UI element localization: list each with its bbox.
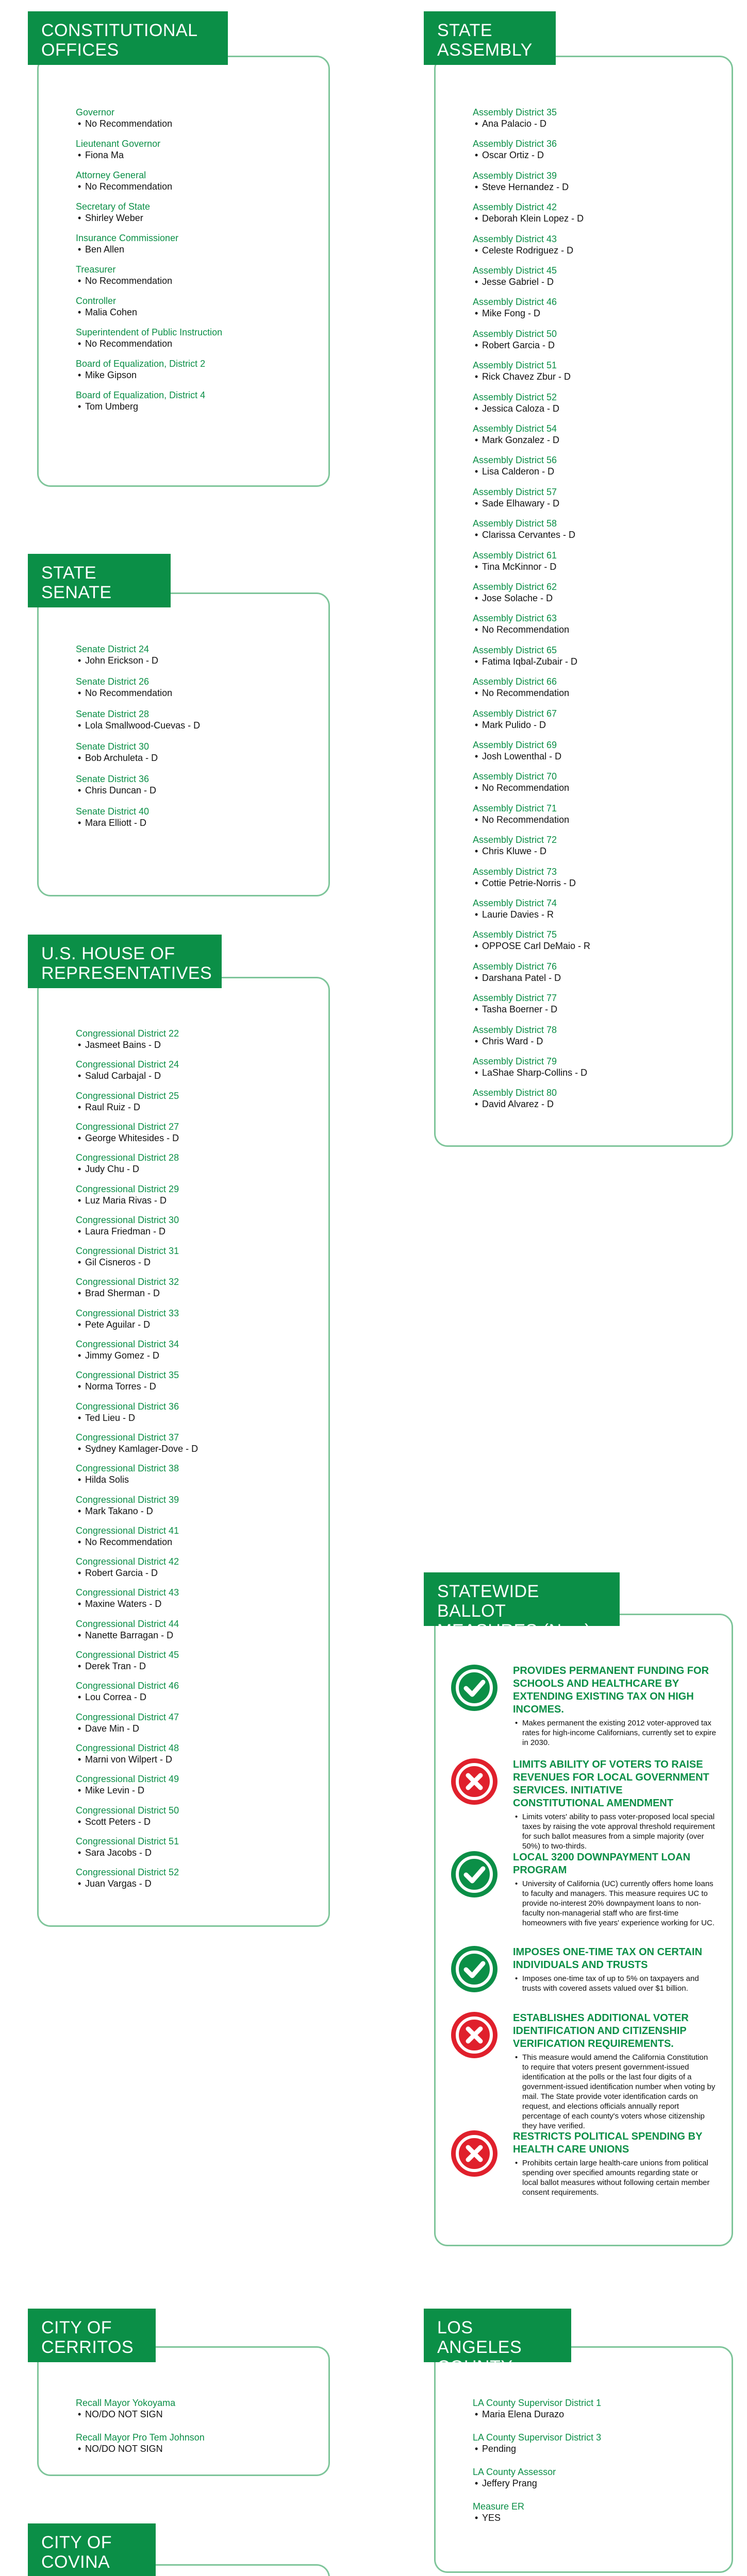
item-label: Assembly District 74 xyxy=(473,898,557,908)
list-item xyxy=(76,201,318,224)
item-value: • Tina McKinnor - D xyxy=(473,561,721,572)
state-senate-card xyxy=(37,592,330,896)
item-label: Assembly District 77 xyxy=(473,993,557,1004)
item-label: Assembly District 76 xyxy=(473,961,557,972)
item-value: • No Recommendation xyxy=(76,275,318,286)
list-item xyxy=(473,676,721,699)
item-value: • NO/DO NOT SIGN xyxy=(76,2443,318,2454)
list-item xyxy=(473,739,721,762)
item-label: LA County Assessor xyxy=(473,2467,556,2477)
item-value: • Tom Umberg xyxy=(76,401,318,412)
ballot-measure-text xyxy=(513,1758,716,1851)
item-label: Senate District 40 xyxy=(76,806,150,817)
item-value: • Sade Elhawary - D xyxy=(473,498,721,509)
item-label: Congressional District 48 xyxy=(76,1742,179,1753)
item-label: Attorney General xyxy=(76,170,146,180)
item-value: • Robert Garcia - D xyxy=(473,340,721,351)
item-label: LA County Supervisor District 1 xyxy=(473,2398,602,2408)
x-icon xyxy=(451,1758,497,1805)
ballot-measure-title: LOCAL 3200 DOWNPAYMENT LOAN PROGRAM xyxy=(513,1852,691,1876)
item-value: • Jeffery Prang xyxy=(473,2478,721,2489)
constitutional-offices-card xyxy=(37,56,330,487)
item-value: • Dave Min - D xyxy=(76,1723,318,1734)
item-value: • Juan Vargas - D xyxy=(76,1878,318,1889)
la-county-card xyxy=(434,2346,733,2573)
item-label: LA County Supervisor District 3 xyxy=(473,2432,602,2443)
ballot-measure-title: ESTABLISHES ADDITIONAL VOTER IDENTIFICATION AND CITIZENSHIP VERIFICATION REQUIREMENTS. xyxy=(513,2012,689,2049)
list-item xyxy=(76,1059,318,1081)
item-value: • Marni von Wilpert - D xyxy=(76,1754,318,1765)
la-county-title: LOS ANGELES COUNTY xyxy=(424,2309,571,2362)
item-value: • Derek Tran - D xyxy=(76,1660,318,1672)
list-item xyxy=(76,1183,318,1206)
item-label: Measure ER xyxy=(473,2501,525,2512)
list-item xyxy=(473,834,721,857)
item-label: Congressional District 51 xyxy=(76,1836,179,1846)
item-value: • Mike Gipson xyxy=(76,369,318,381)
us-house-card xyxy=(37,977,330,1927)
item-value: • Maria Elena Durazo xyxy=(473,2409,721,2420)
item-label: Senate District 26 xyxy=(76,676,150,687)
item-label: Congressional District 39 xyxy=(76,1494,179,1505)
item-label: Congressional District 30 xyxy=(76,1214,179,1225)
ballot-measure-item xyxy=(451,2012,716,2130)
list-item xyxy=(76,1245,318,1268)
item-value: • Jimmy Gomez - D xyxy=(76,1350,318,1361)
us-house-title: U.S. HOUSE OF REPRESENTATIVES xyxy=(28,935,222,988)
list-item xyxy=(473,360,721,382)
item-label: Senate District 24 xyxy=(76,644,150,654)
list-item xyxy=(76,2432,318,2454)
list-item xyxy=(473,328,721,351)
item-label: Assembly District 67 xyxy=(473,708,557,719)
item-value: • LaShae Sharp-Collins - D xyxy=(473,1067,721,1078)
ballot-measure-title: PROVIDES PERMANENT FUNDING FOR SCHOOLS AND HEALTHCARE BY EXTENDING EXISTING TAX ON HIGH INCOMES. xyxy=(513,1665,709,1715)
item-label: Senate District 36 xyxy=(76,774,150,784)
item-value: • Darshana Patel - D xyxy=(473,972,721,984)
item-label: Congressional District 50 xyxy=(76,1805,179,1816)
item-value: • Lou Correa - D xyxy=(76,1691,318,1703)
list-item xyxy=(473,2432,721,2454)
list-item xyxy=(76,1742,318,1765)
item-label: Assembly District 70 xyxy=(473,771,557,782)
list-item xyxy=(76,1369,318,1392)
item-value: • Oscar Ortiz - D xyxy=(473,149,721,161)
list-item xyxy=(76,232,318,255)
list-item xyxy=(76,1401,318,1423)
item-label: Assembly District 65 xyxy=(473,645,557,655)
item-value: • NO/DO NOT SIGN xyxy=(76,2409,318,2420)
item-label: Congressional District 38 xyxy=(76,1463,179,1474)
item-value: • YES xyxy=(473,2512,721,2523)
ballot-measure-title: LIMITS ABILITY OF VOTERS TO RAISE REVENUES FOR LOCAL GOVERNMENT SERVICES. INITIATIVE CONSTITUTIONAL AMENDMENT xyxy=(513,1759,709,1809)
item-value: • Celeste Rodriguez - D xyxy=(473,245,721,256)
item-value: • Norma Torres - D xyxy=(76,1381,318,1392)
item-label: Congressional District 49 xyxy=(76,1774,179,1785)
covina-title: CITY OF COVINA xyxy=(28,2523,156,2576)
ballot-measure-text xyxy=(513,2130,716,2197)
ballot-measure-item xyxy=(451,1665,716,1747)
list-item xyxy=(76,1649,318,1672)
item-label: Congressional District 35 xyxy=(76,1370,179,1381)
list-item xyxy=(76,806,318,828)
list-item xyxy=(76,1525,318,1548)
item-value: • Brad Sherman - D xyxy=(76,1287,318,1299)
item-value: • OPPOSE Carl DeMaio - R xyxy=(473,940,721,952)
item-label: Board of Equalization, District 4 xyxy=(76,390,206,400)
list-item xyxy=(473,107,721,129)
list-item xyxy=(76,1028,318,1050)
check-icon xyxy=(451,1946,497,1992)
list-item xyxy=(76,1867,318,1889)
list-item xyxy=(473,992,721,1015)
constitutional-offices-title: CONSTITUTIONAL OFFICES xyxy=(28,11,228,65)
item-label: Assembly District 50 xyxy=(473,328,557,339)
item-value: • Hilda Solis xyxy=(76,1474,318,1485)
item-value: • Bob Archuleta - D xyxy=(76,752,318,764)
item-value: • Mark Takano - D xyxy=(76,1505,318,1517)
list-item xyxy=(76,2397,318,2420)
ballot-measure-item xyxy=(451,1758,716,1851)
item-label: Controller xyxy=(76,296,117,306)
item-label: Congressional District 29 xyxy=(76,1183,179,1194)
list-item xyxy=(473,1024,721,1047)
item-value: • Mike Fong - D xyxy=(473,308,721,319)
item-value: • Deborah Klein Lopez - D xyxy=(473,213,721,224)
item-value: • Tasha Boerner - D xyxy=(473,1004,721,1015)
item-label: Assembly District 61 xyxy=(473,550,557,561)
item-label: Congressional District 34 xyxy=(76,1339,179,1349)
ballot-measure-text xyxy=(513,2012,716,2131)
item-value: • No Recommendation xyxy=(76,687,318,699)
ballot-measure-description: • This measure would amend the California Constitution to require that voters present government-issued identification at the polls or the last four digits of a government-issued identification number when voting by mail. The State provide voter identification cards on request, and elections officials annually report percentage of each county's voters whose citizenship they have verified. xyxy=(513,2053,716,2131)
item-label: Congressional District 28 xyxy=(76,1153,179,1163)
item-value: • Mark Pulido - D xyxy=(473,719,721,731)
item-value: • No Recommendation xyxy=(473,782,721,793)
item-label: Assembly District 57 xyxy=(473,486,557,497)
item-label: Assembly District 75 xyxy=(473,929,557,940)
ballot-measure-item xyxy=(451,2130,716,2213)
item-label: Congressional District 44 xyxy=(76,1618,179,1629)
item-value: • Mara Elliott - D xyxy=(76,817,318,828)
list-item xyxy=(473,708,721,731)
item-label: Assembly District 72 xyxy=(473,835,557,845)
item-value: • Luz Maria Rivas - D xyxy=(76,1195,318,1206)
item-value: • Scott Peters - D xyxy=(76,1816,318,1827)
item-label: Assembly District 39 xyxy=(473,170,557,181)
list-item xyxy=(76,170,318,192)
item-value: • Jasmeet Bains - D xyxy=(76,1039,318,1050)
list-item xyxy=(76,389,318,412)
item-label: Congressional District 46 xyxy=(76,1681,179,1691)
list-item xyxy=(473,2397,721,2420)
item-label: Assembly District 56 xyxy=(473,455,557,466)
list-item xyxy=(473,296,721,319)
list-item xyxy=(473,392,721,414)
item-value: • Fiona Ma xyxy=(76,149,318,161)
list-item xyxy=(76,1618,318,1641)
item-label: Assembly District 62 xyxy=(473,582,557,592)
item-label: Assembly District 52 xyxy=(473,392,557,402)
list-item xyxy=(473,423,721,446)
list-item xyxy=(76,1805,318,1827)
item-value: • Maxine Waters - D xyxy=(76,1598,318,1609)
item-label: Recall Mayor Pro Tem Johnson xyxy=(76,2432,205,2443)
item-value: • Salud Carbajal - D xyxy=(76,1070,318,1081)
list-item xyxy=(76,1463,318,1485)
item-label: Treasurer xyxy=(76,264,116,275)
item-value: • Rick Chavez Zbur - D xyxy=(473,371,721,382)
x-icon xyxy=(451,2012,497,2058)
ballot-measure-description: • Imposes one-time tax of up to 5% on taxpayers and trusts with covered assets valued over $1 billion. xyxy=(513,1974,716,1993)
list-item xyxy=(473,550,721,572)
list-item xyxy=(76,1152,318,1175)
item-value: • Lisa Calderon - D xyxy=(473,466,721,477)
list-item xyxy=(473,581,721,604)
item-label: Assembly District 45 xyxy=(473,265,557,276)
list-item xyxy=(473,201,721,224)
list-item xyxy=(76,1432,318,1454)
state-assembly-title: STATE ASSEMBLY xyxy=(424,11,556,65)
list-item xyxy=(473,897,721,920)
item-label: Governor xyxy=(76,107,115,117)
item-label: Congressional District 41 xyxy=(76,1525,179,1536)
item-value: • No Recommendation xyxy=(473,624,721,635)
item-value: • Jesse Gabriel - D xyxy=(473,276,721,287)
item-label: Congressional District 42 xyxy=(76,1556,179,1567)
list-item xyxy=(76,1556,318,1579)
list-item xyxy=(76,741,318,764)
list-item xyxy=(76,1338,318,1361)
item-value: • No Recommendation xyxy=(473,814,721,825)
item-value: • Cottie Petrie-Norris - D xyxy=(473,877,721,889)
list-item xyxy=(76,358,318,381)
item-label: Assembly District 69 xyxy=(473,740,557,750)
state-senate-title: STATE SENATE xyxy=(28,554,171,607)
item-value: • Gil Cisneros - D xyxy=(76,1257,318,1268)
ballot-measure-description: • Limits voters' ability to pass voter-proposed local special taxes by raising the vote approval threshold requirement for such ballot measures from a simple majority (over 50%) to two-thirds. xyxy=(513,1812,716,1851)
item-label: Assembly District 51 xyxy=(473,360,557,371)
item-label: Senate District 30 xyxy=(76,741,150,752)
item-value: • Ted Lieu - D xyxy=(76,1412,318,1423)
item-label: Assembly District 58 xyxy=(473,518,557,529)
item-label: Assembly District 80 xyxy=(473,1088,557,1098)
list-item xyxy=(76,327,318,349)
list-item xyxy=(473,771,721,793)
item-value: • Malia Cohen xyxy=(76,307,318,318)
item-value: • Pete Aguilar - D xyxy=(76,1319,318,1330)
list-item xyxy=(76,138,318,161)
item-label: Senate District 28 xyxy=(76,709,150,719)
item-value: • John Erickson - D xyxy=(76,655,318,666)
item-value: • No Recommendation xyxy=(76,338,318,349)
list-item xyxy=(473,645,721,667)
list-item xyxy=(76,1494,318,1517)
item-value: • Clarissa Cervantes - D xyxy=(473,529,721,540)
item-value: • Mike Levin - D xyxy=(76,1785,318,1796)
list-item xyxy=(76,1836,318,1858)
item-value: • No Recommendation xyxy=(76,1536,318,1548)
item-value: • Judy Chu - D xyxy=(76,1163,318,1175)
item-label: Assembly District 66 xyxy=(473,676,557,687)
ballot-measure-item xyxy=(451,1851,716,1934)
list-item xyxy=(473,138,721,161)
item-label: Congressional District 37 xyxy=(76,1432,179,1443)
item-value: • Raul Ruiz - D xyxy=(76,1101,318,1113)
list-item xyxy=(76,643,318,666)
list-item xyxy=(76,107,318,129)
item-value: • Josh Lowenthal - D xyxy=(473,751,721,762)
item-label: Congressional District 36 xyxy=(76,1401,179,1412)
list-item xyxy=(473,961,721,984)
item-value: • Laurie Davies - R xyxy=(473,909,721,920)
item-value: • Jose Solache - D xyxy=(473,592,721,604)
list-item xyxy=(473,2501,721,2523)
list-item xyxy=(76,1121,318,1144)
ballot-measure-title: RESTRICTS POLITICAL SPENDING BY HEALTH CARE UNIONS xyxy=(513,2131,703,2155)
list-item xyxy=(473,454,721,477)
list-item xyxy=(473,518,721,540)
item-value: • George Whitesides - D xyxy=(76,1132,318,1144)
item-value: • Pending xyxy=(473,2443,721,2454)
item-label: Assembly District 35 xyxy=(473,107,557,117)
item-label: Assembly District 73 xyxy=(473,866,557,877)
item-value: • Robert Garcia - D xyxy=(76,1567,318,1579)
item-label: Board of Equalization, District 2 xyxy=(76,359,206,369)
ballot-measure-description: • Makes permanent the existing 2012 voter-approved tax rates for high-income Californians, currently set to expire in 2030. xyxy=(513,1718,716,1748)
list-item xyxy=(473,170,721,193)
list-item xyxy=(76,676,318,699)
list-item xyxy=(76,1276,318,1299)
cerritos-card xyxy=(37,2346,330,2476)
item-value: • Sara Jacobs - D xyxy=(76,1847,318,1858)
x-icon xyxy=(451,2130,497,2177)
item-label: Superintendent of Public Instruction xyxy=(76,327,223,337)
ballot-measure-text xyxy=(513,1665,716,1748)
item-value: • Nanette Barragan - D xyxy=(76,1630,318,1641)
item-label: Recall Mayor Yokoyama xyxy=(76,2398,176,2408)
item-value: • Ben Allen xyxy=(76,244,318,255)
ballot-measure-text xyxy=(513,1946,716,1993)
item-label: Congressional District 43 xyxy=(76,1587,179,1598)
ballot-measures-card xyxy=(434,1614,733,2246)
item-label: Congressional District 24 xyxy=(76,1059,179,1070)
list-item xyxy=(473,1056,721,1078)
item-label: Assembly District 71 xyxy=(473,803,557,814)
item-label: Congressional District 32 xyxy=(76,1277,179,1287)
item-value: • Mark Gonzalez - D xyxy=(473,434,721,446)
item-label: Congressional District 52 xyxy=(76,1867,179,1878)
item-value: • Chris Duncan - D xyxy=(76,785,318,796)
list-item xyxy=(76,1773,318,1796)
list-item xyxy=(473,613,721,635)
cerritos-title: CITY OF CERRITOS xyxy=(28,2309,156,2362)
list-item xyxy=(76,1090,318,1113)
list-item xyxy=(473,233,721,256)
item-label: Congressional District 25 xyxy=(76,1090,179,1101)
list-item xyxy=(473,866,721,889)
list-item xyxy=(76,295,318,318)
item-value: • Fatima Iqbal-Zubair - D xyxy=(473,656,721,667)
item-label: Assembly District 54 xyxy=(473,423,557,434)
list-item xyxy=(76,1680,318,1703)
list-item xyxy=(76,1711,318,1734)
item-value: • Chris Ward - D xyxy=(473,1036,721,1047)
list-item xyxy=(76,1308,318,1330)
check-icon xyxy=(451,1851,497,1897)
list-item xyxy=(76,773,318,796)
item-value: • Ana Palacio - D xyxy=(473,118,721,129)
item-value: • No Recommendation xyxy=(473,687,721,699)
item-label: Assembly District 42 xyxy=(473,202,557,213)
list-item xyxy=(76,264,318,286)
item-label: Insurance Commissioner xyxy=(76,233,179,243)
state-assembly-card xyxy=(434,56,733,1147)
item-label: Congressional District 22 xyxy=(76,1028,179,1039)
item-value: • No Recommendation xyxy=(76,118,318,129)
list-item xyxy=(473,2466,721,2489)
item-value: • No Recommendation xyxy=(76,181,318,192)
list-item xyxy=(473,803,721,825)
list-item xyxy=(473,1087,721,1110)
item-label: Assembly District 79 xyxy=(473,1056,557,1066)
check-icon xyxy=(451,1665,497,1711)
ballot-measure-description: • University of California (UC) currently offers home loans to faculty and managers. This measure requires UC to provide no-interest 20% downpayment loans to non-faculty non-managerial staff who are first-time homeowners with five years' experience working for UC. xyxy=(513,1879,716,1928)
item-label: Congressional District 47 xyxy=(76,1711,179,1722)
item-label: Congressional District 27 xyxy=(76,1121,179,1132)
item-value: • Lola Smallwood-Cuevas - D xyxy=(76,720,318,731)
item-label: Congressional District 31 xyxy=(76,1246,179,1257)
item-label: Congressional District 45 xyxy=(76,1650,179,1660)
item-value: • Sydney Kamlager-Dove - D xyxy=(76,1443,318,1454)
list-item xyxy=(473,265,721,287)
item-label: Assembly District 36 xyxy=(473,139,557,149)
list-item xyxy=(473,486,721,509)
list-item xyxy=(473,929,721,952)
item-value: • David Alvarez - D xyxy=(473,1098,721,1110)
item-label: Assembly District 46 xyxy=(473,297,557,308)
item-value: • Shirley Weber xyxy=(76,212,318,224)
item-label: Secretary of State xyxy=(76,201,151,212)
item-value: • Jessica Caloza - D xyxy=(473,403,721,414)
ballot-measure-text xyxy=(513,1851,716,1928)
item-label: Congressional District 33 xyxy=(76,1308,179,1318)
item-label: Lieutenant Governor xyxy=(76,139,161,149)
item-value: • Laura Friedman - D xyxy=(76,1226,318,1237)
ballot-measure-title: IMPOSES ONE-TIME TAX ON CERTAIN INDIVIDUALS AND TRUSTS xyxy=(513,1946,703,1971)
item-value: • Chris Kluwe - D xyxy=(473,845,721,857)
item-label: Assembly District 43 xyxy=(473,233,557,244)
list-item xyxy=(76,1587,318,1609)
item-label: Assembly District 78 xyxy=(473,1024,557,1035)
list-item xyxy=(76,708,318,731)
ballot-measure-description: • Prohibits certain large health-care unions from political spending over specified amounts regarding state or local ballot measures without following certain member consent requirements. xyxy=(513,2158,716,2197)
list-item xyxy=(76,1214,318,1237)
item-label: Assembly District 63 xyxy=(473,613,557,624)
item-value: • Steve Hernandez - D xyxy=(473,181,721,193)
ballot-measures-title: STATEWIDE BALLOT MEASURES (Nov.) xyxy=(424,1572,620,1626)
